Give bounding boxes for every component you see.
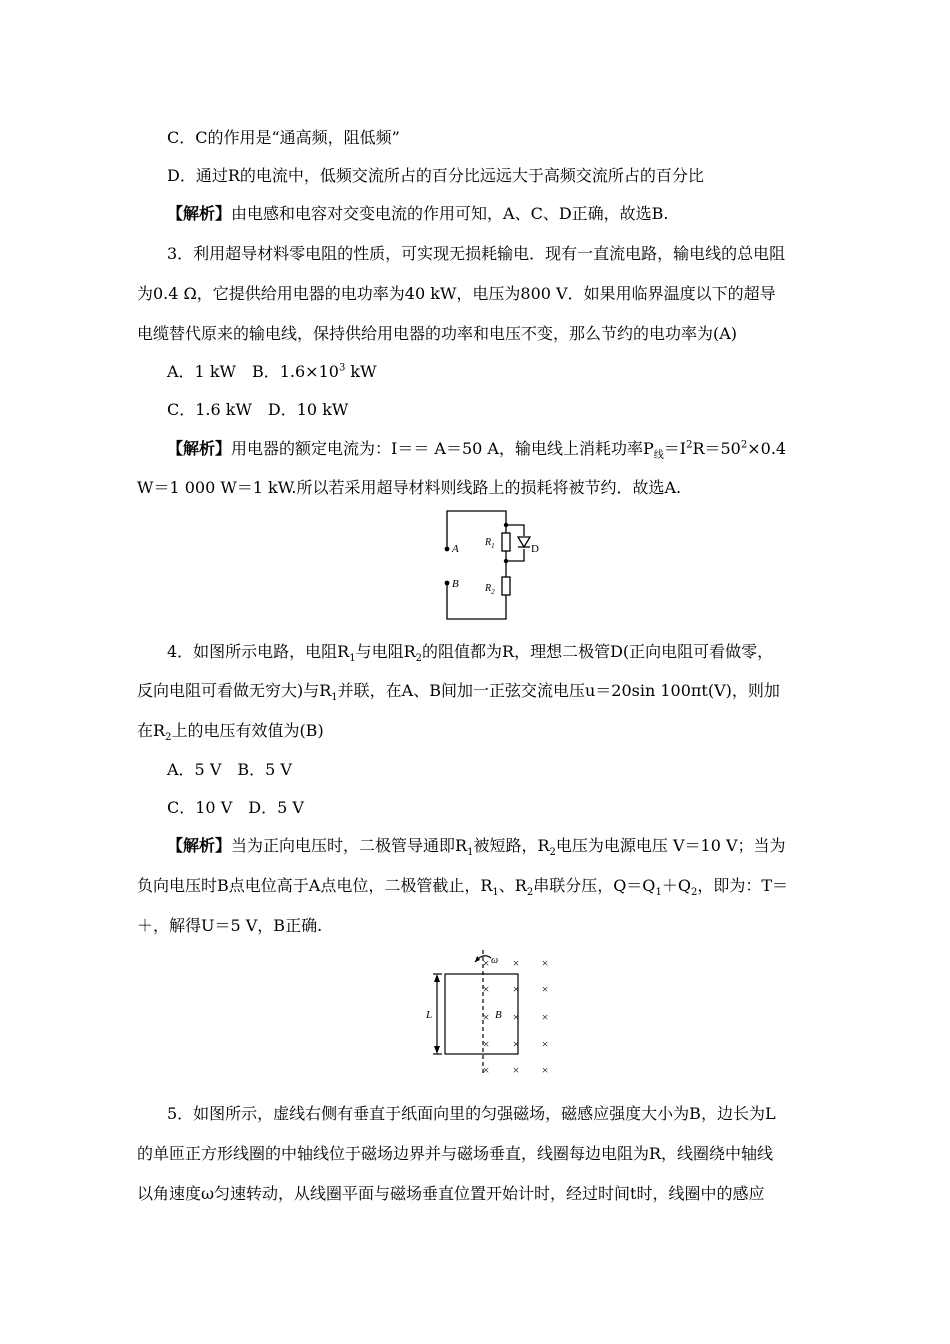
- cross-icon: ×: [541, 1010, 549, 1024]
- option-c-text: C．C的作用是“通高频，阻低频”: [167, 128, 400, 147]
- analysis-text: 串联分压，Q＝Q: [533, 876, 656, 895]
- label-a: A: [452, 543, 459, 555]
- question-3-text: 为0.4 Ω，它提供给用电器的电功率为40 kW，电压为800 V．如果用临界温度以下的超导: [137, 284, 776, 303]
- arrow-down-icon: [434, 1046, 440, 1054]
- question-3-text: 3．利用超导材料零电阻的性质，可实现无损耗输电．现有一直流电路，输电线的总电阻: [167, 244, 786, 263]
- cross-icon: ×: [541, 1063, 549, 1077]
- option-text: C．10 V D．5 V: [167, 798, 304, 817]
- subscript: 2: [165, 732, 172, 744]
- analysis-3-line-1: [167, 439, 787, 462]
- analysis-text: 负向电压时B点电位高于A点电位，二极管截止，R: [137, 876, 493, 895]
- analysis-3-line-2: [137, 478, 681, 498]
- junction-top: [504, 523, 508, 527]
- question-5-text: 以角速度ω匀速转动，从线圈平面与磁场垂直位置开始计时，经过时间t时，线圈中的感应: [137, 1184, 765, 1203]
- subscript: 1: [349, 653, 356, 665]
- label-r2-letter: R: [485, 583, 492, 594]
- subscript: 1: [331, 692, 338, 704]
- cross-icon: ×: [482, 982, 490, 996]
- option-text: C．1.6 kW D．10 kW: [167, 400, 349, 419]
- option-d-text: D．通过R的电流中，低频交流所占的百分比远远大于高频交流所占的百分比: [167, 166, 704, 185]
- superscript: 2: [740, 439, 748, 451]
- subscript: 2: [690, 887, 698, 899]
- cross-icon: ×: [541, 1037, 549, 1051]
- label-b: B: [452, 578, 459, 590]
- question-5-line-2: [137, 1144, 773, 1164]
- analysis-tag: 【解析】: [167, 836, 232, 855]
- question-4-text: 4．如图所示电路，电阻R: [167, 642, 350, 661]
- terminal-b: [445, 581, 450, 586]
- label-r1-letter: R: [485, 537, 492, 548]
- subscript: 1: [655, 887, 662, 899]
- label-r1: [484, 537, 495, 550]
- subscript: 1: [467, 847, 474, 859]
- label-omega: ω: [491, 955, 499, 966]
- terminal-a: [445, 547, 450, 552]
- question-4-text: 并联，在A、B间加一正弦交流电压u＝20sin 100πt(V)，则加: [337, 681, 780, 700]
- cross-icon: ×: [482, 956, 490, 970]
- question-4-line-2: [137, 681, 780, 704]
- magnetic-field-diagram: [425, 948, 565, 1080]
- analysis-text: 由电感和电容对交变电流的作用可知，A、C、D正确，故选B.: [231, 204, 669, 223]
- question-4-text: 在R: [137, 721, 166, 740]
- subscript: 1: [492, 887, 499, 899]
- analysis-text: R＝50: [692, 439, 741, 458]
- analysis-text: W＝1 000 W＝1 kW.所以若采用超导材料则线路上的损耗将被节约．故选A.: [137, 478, 682, 497]
- question-5-line-1: [167, 1104, 776, 1124]
- analysis-text: ，即为：T＝: [697, 876, 788, 895]
- cross-icon: ×: [482, 1037, 490, 1051]
- label-b-field: B: [495, 1009, 502, 1021]
- diode-icon: [518, 537, 530, 547]
- analysis-text: ＝I: [663, 439, 687, 458]
- question-4-options-cd: [167, 798, 304, 818]
- cross-icon: ×: [482, 1010, 490, 1024]
- question-5-line-3: [137, 1184, 764, 1204]
- option-d-line: [167, 166, 704, 186]
- option-text: A．5 V B．5 V: [167, 760, 292, 779]
- question-4-text: 的阻值都为R，理想二极管D(正向电阻可看做零，: [422, 642, 774, 661]
- cross-icon: ×: [482, 1063, 490, 1077]
- subscript: 2: [526, 887, 534, 899]
- analysis-tag: 【解析】: [167, 439, 232, 458]
- cross-icon: ×: [512, 1010, 520, 1024]
- cross-icon: ×: [512, 982, 520, 996]
- subscript: 2: [549, 847, 556, 859]
- question-5-text: 5．如图所示，虚线右侧有垂直于纸面向里的匀强磁场，磁感应强度大小为B，边长为L: [167, 1104, 776, 1123]
- cross-icon: ×: [541, 956, 549, 970]
- circuit-diagram: [425, 505, 565, 625]
- superscript: 3: [338, 362, 346, 374]
- question-3-line-2: [137, 284, 776, 304]
- analysis-4-line-1: [167, 836, 786, 859]
- subscript: 线: [653, 450, 664, 462]
- analysis-text: 当为正向电压时，二极管导通即R: [231, 836, 468, 855]
- analysis-text: 、R: [498, 876, 527, 895]
- analysis-text: 被短路，R: [473, 836, 550, 855]
- question-3-options-cd: [167, 400, 348, 420]
- option-text: A．1 kW B．1.6×10: [167, 362, 339, 381]
- analysis-text: ×0.4: [747, 439, 787, 458]
- junction-bottom: [504, 559, 508, 563]
- question-4-text: 上的电压有效值为(B): [171, 721, 324, 740]
- arrow-up-icon: [434, 974, 440, 982]
- analysis-text: 电压为电源电压 V＝10 V；当为: [555, 836, 786, 855]
- question-3-line-1: [167, 244, 785, 264]
- label-l: L: [426, 1009, 433, 1021]
- question-5-text: 的单匝正方形线圈的中轴线位于磁场边界并与磁场垂直，线圈每边电阻为R，线圈绕中轴线: [137, 1144, 774, 1163]
- question-4-text: 反向电阻可看做无穷大)与R: [137, 681, 332, 700]
- question-4-line-1: [167, 642, 774, 665]
- label-r1-sub: 1: [491, 542, 495, 550]
- cross-icon: ×: [541, 982, 549, 996]
- cross-icon: ×: [512, 1037, 520, 1051]
- label-d: D: [531, 543, 539, 555]
- analysis-4-line-2: [137, 876, 788, 899]
- label-r2-sub: 2: [491, 588, 495, 596]
- subscript: 2: [415, 653, 423, 665]
- question-3-text: 电缆替代原来的输电线，保持供给用电器的功率和电压不变，那么节约的电功率为(A): [137, 324, 738, 343]
- question-4-line-3: [137, 721, 324, 744]
- coil-square: [445, 974, 518, 1054]
- analysis-tag: 【解析】: [167, 204, 232, 223]
- question-4-options-ab: [167, 760, 292, 780]
- analysis-2: [167, 204, 669, 224]
- label-r2: [484, 583, 495, 596]
- cross-icon: ×: [512, 956, 520, 970]
- question-3-options-ab: [167, 362, 377, 382]
- rotation-arrow-icon: [475, 956, 480, 962]
- analysis-4-line-3: [137, 916, 322, 936]
- analysis-text: 用电器的额定电流为：I＝＝ A＝50 A，输电线上消耗功率P: [231, 439, 654, 458]
- diode-wire-top: [506, 525, 524, 536]
- resistor-r1: [502, 533, 510, 551]
- cross-icon: ×: [512, 1063, 520, 1077]
- analysis-text: ＋Q: [661, 876, 691, 895]
- question-3-line-3: [137, 324, 737, 344]
- superscript: 2: [686, 439, 693, 451]
- question-4-text: 与电阻R: [355, 642, 416, 661]
- option-c-line: [167, 128, 400, 148]
- option-text: kW: [345, 362, 377, 381]
- resistor-r2: [502, 577, 510, 595]
- analysis-text: ＋，解得U＝5 V，B正确.: [137, 916, 323, 935]
